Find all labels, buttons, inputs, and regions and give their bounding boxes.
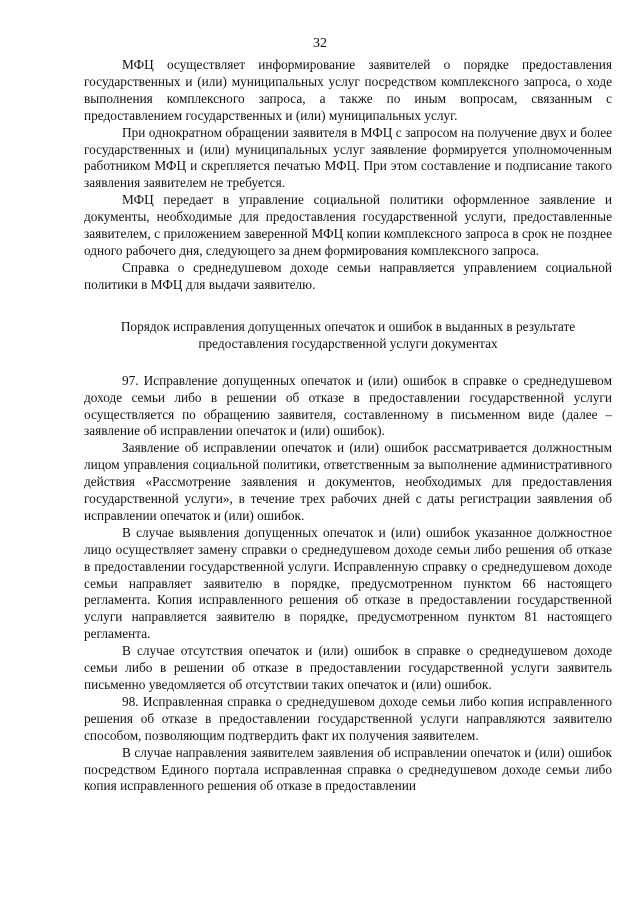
paragraph: МФЦ передает в управление социальной политики оформленное заявление и документы, необходимые для предоставления государственной услуги, предоставленные заявителем, с приложением заверенной МФЦ копии комплексного запроса в срок не позднее одного рабочего дня, следующего за днем формирования комплексного запроса.: [84, 192, 612, 258]
paragraph: 97. Исправление допущенных опечаток и (или) ошибок в справке о среднедушевом доходе семьи либо в решении об отказе в предоставлении государственной услуги осуществляется по обращению заявителя, составленному в письменном виде (далее – заявление об исправлении опечаток и (или) ошибок).: [84, 372, 612, 439]
paragraph: 98. Исправленная справка о среднедушевом доходе семьи либо копия исправленного решения об отказе в предоставлении государственной услуги направляются заявителю способом, позволяющим подтвердить факт их получения заявителем.: [84, 693, 612, 743]
document-body: [84, 57, 612, 795]
paragraph: Заявление об исправлении опечаток и (или) ошибок рассматривается должностным лицом управления социальной политики, ответственным за выполнение административного действия «Рассмотрение заявления и документов, необходимых для предоставления государственной услуги», в течение трех рабочих дней с даты регистрации заявления об исправлении опечаток и (или) ошибок.: [84, 440, 612, 523]
paragraph: При однократном обращении заявителя в МФЦ с запросом на получение двух и более государственных и (или) муниципальных услуг заявление формируется уполномоченным работником МФЦ и скрепляется печатью МФЦ. При этом составление и подписание такого заявления заявителем не требуется.: [84, 124, 612, 191]
paragraph: Справка о среднедушевом доходе семьи направляется управлением социальной политики в МФЦ для выдачи заявителю.: [84, 259, 612, 292]
section-heading: Порядок исправления допущенных опечаток и ошибок в выданных в результате предоставления государственной услуги документах: [120, 318, 576, 351]
paragraph: В случае выявления допущенных опечаток и (или) ошибок указанное должностное лицо осуществляет замену справки о среднедушевом доходе семьи либо решения об отказе в предоставлении государственной услуги. Исправленную справку о среднедушевом доходе семьи направляет заявителю в порядке, предусмотренном пунктом 66 настоящего регламента. Копия исправленного решения об отказе в предоставлении государственной услуги направляется заявителю в порядке, предусмотренном пунктом 81 настоящего регламента.: [84, 524, 612, 642]
page-number: 32: [313, 36, 327, 51]
paragraph: В случае отсутствия опечаток и (или) ошибок в справке о среднедушевом доходе семьи либо в решении об отказе в предоставлении государственной услуги заявитель письменно уведомляется об отсутствии таких опечаток и (или) ошибок.: [84, 643, 612, 692]
paragraph: МФЦ осуществляет информирование заявителей о порядке предоставления государственных и (или) муниципальных услуг посредством комплексного запроса, о ходе выполнения комплексного запроса, а также по иным вопросам, связанным с предоставлением государственных и (или) муниципальных услуг.: [84, 57, 612, 123]
paragraph: В случае направления заявителем заявления об исправлении опечаток и (или) ошибок посредством Единого портала исправленная справка о среднедушевом доходе семьи либо копия исправленного решения об отказе в предоставлении: [84, 744, 612, 794]
